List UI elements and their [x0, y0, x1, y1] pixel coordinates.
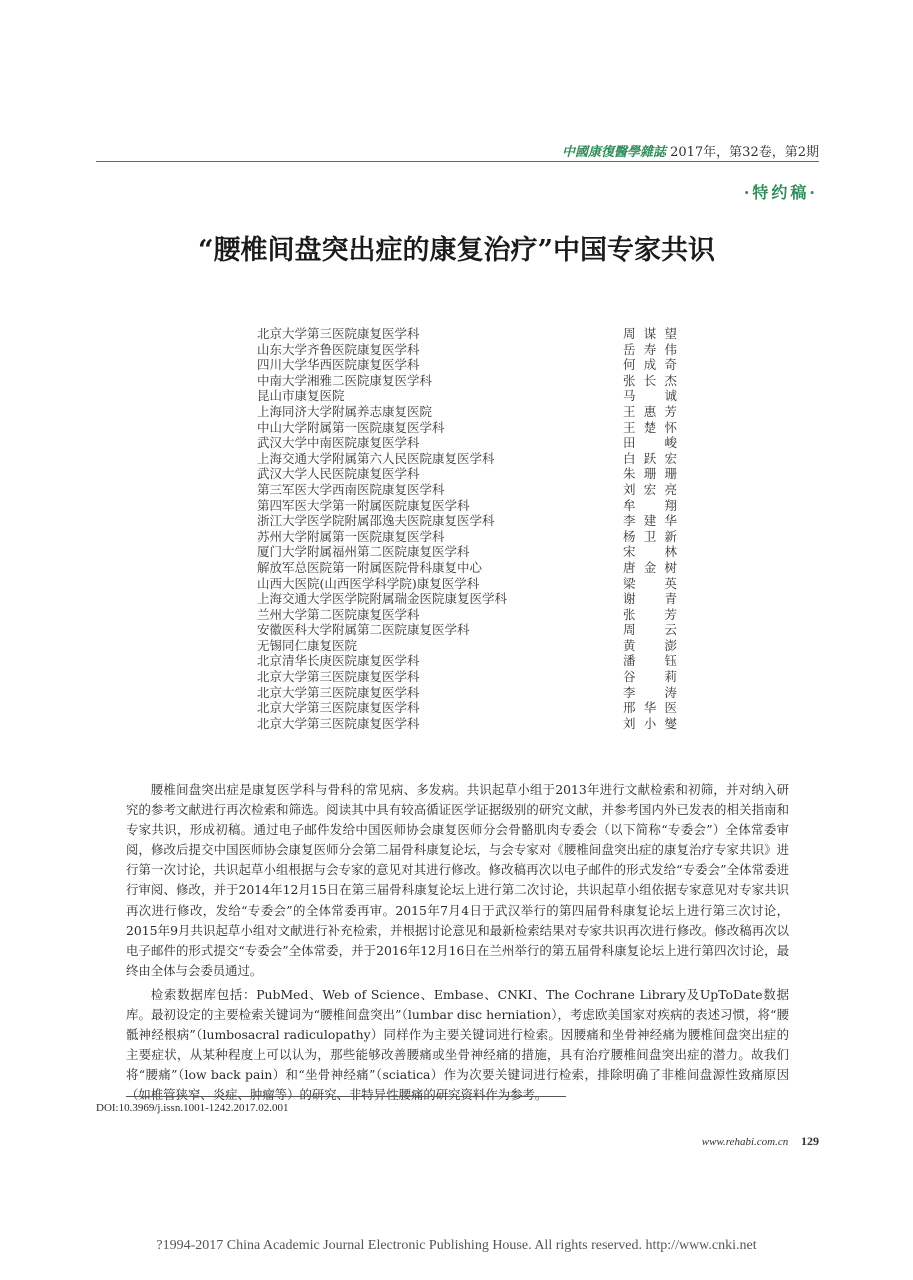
- issue-info: 2017年，第32卷，第2期: [670, 145, 819, 160]
- author-name: 周谋望: [623, 326, 677, 341]
- author-affiliation: 四川大学华西医院康复医学科: [257, 357, 420, 373]
- author-row: [257, 560, 677, 576]
- copyright-notice: ?1994-2017 China Academic Journal Electronic Publishing House. All rights reserved. http://www.cnki.net: [156, 1238, 757, 1253]
- author-affiliation: 北京大学第三医院康复医学科: [257, 715, 420, 731]
- running-header: [562, 141, 819, 160]
- author-row: [257, 529, 677, 545]
- author-affiliation: 上海交通大学附属第六人民医院康复医学科: [257, 450, 495, 466]
- author-affiliation: 安徽医科大学附属第二医院康复医学科: [257, 622, 470, 638]
- author-affiliation: 浙江大学医学院附属邵逸夫医院康复医学科: [257, 513, 495, 529]
- doi: DOI:10.3969/j.issn.1001-1242.2017.02.001: [96, 1102, 289, 1114]
- author-name: 潘钰: [623, 653, 677, 669]
- author-affiliation: 第三军医大学西南医院康复医学科: [257, 481, 445, 497]
- author-affiliation: 上海同济大学附属养志康复医院: [257, 403, 433, 419]
- author-name: 梁英: [623, 575, 677, 591]
- author-name: 谷莉: [623, 669, 677, 685]
- author-row: [257, 388, 677, 404]
- author-row: [257, 373, 677, 389]
- author-affiliation: 北京大学第三医院康复医学科: [257, 700, 420, 716]
- author-row: [257, 420, 677, 436]
- author-affiliation: 北京大学第三医院康复医学科: [257, 684, 420, 700]
- author-row: [257, 435, 677, 451]
- author-name: 牟翔: [623, 497, 677, 513]
- author-affiliation: 武汉大学人民医院康复医学科: [257, 466, 420, 482]
- author-name: 李建华: [623, 513, 677, 529]
- author-row: [257, 544, 677, 560]
- author-affiliation: 昆山市康复医院: [257, 388, 345, 404]
- author-row: [257, 404, 677, 420]
- author-row: [257, 498, 677, 514]
- author-name: 邢华医: [623, 700, 677, 716]
- author-affiliation: 上海交通大学医学院附属瑞金医院康复医学科: [257, 591, 508, 607]
- author-row: [257, 700, 677, 716]
- author-row: [257, 451, 677, 467]
- author-row: [257, 357, 677, 373]
- author-name: 黄澎: [623, 637, 677, 653]
- author-name: 朱珊珊: [623, 466, 677, 482]
- footnote-divider: [126, 1096, 566, 1097]
- author-name: 杨卫新: [623, 528, 677, 544]
- author-row: [257, 466, 677, 482]
- author-name: 谢青: [623, 591, 677, 607]
- author-name: 张长杰: [623, 372, 677, 388]
- author-name: 刘宏亮: [623, 481, 677, 497]
- author-row: [257, 607, 677, 623]
- author-row: [257, 638, 677, 654]
- author-affiliation: 第四军医大学第一附属医院康复医学科: [257, 497, 470, 513]
- body-paragraph: 检索数据库包括：PubMed、Web of Science、Embase、CNKI、The Cochrane Library及UpToDate数据库。最初设定的主要检索关键词为“腰椎间盘突出”（lumbar disc herniation），考虑欧美国家对疾病的表述习惯，将“腰骶神经根病”（lumbosacral radiculopathy）同样作为主要关键词进行检索。因腰痛和坐骨神经痛为腰椎间盘突出症的主要症状，从某种程度上可以认为，那些能够改善腰痛或坐骨神经痛的措施，具有治疗腰椎间盘突出症的潜力。故我们将“腰痛”（low back pain）和“坐骨神经痛”（sciatica）作为次要关键词进行检索，排除明确了非椎间盘源性致痛原因（如椎管狭窄、炎症、肿瘤等）的研究、非特异性腰痛的研究资料作为参考。: [126, 986, 789, 1103]
- author-row: [257, 622, 677, 638]
- author-row: [257, 576, 677, 592]
- author-affiliation: 北京清华长庚医院康复医学科: [257, 653, 420, 669]
- author-affiliation: 无锡同仁康复医院: [257, 637, 358, 653]
- author-name: 白跃宏: [623, 450, 677, 466]
- author-name: 刘小燮: [623, 715, 677, 731]
- author-row: [257, 482, 677, 498]
- article-title: “腰椎间盘突出症的康复治疗”中国专家共识: [197, 235, 716, 266]
- header-divider: [96, 161, 819, 162]
- footer-url: www.rehabi.com.cn: [701, 1136, 789, 1148]
- author-name: 张芳: [623, 606, 677, 622]
- author-row: [257, 653, 677, 669]
- author-name: 宋林: [623, 544, 677, 560]
- page-footer: [702, 1134, 819, 1149]
- author-name: 马诚: [623, 388, 677, 404]
- author-affiliation: 中南大学湘雅二医院康复医学科: [257, 372, 433, 388]
- author-affiliation: 山东大学齐鲁医院康复医学科: [257, 341, 420, 357]
- author-row: [257, 591, 677, 607]
- author-affiliation: 苏州大学附属第一医院康复医学科: [257, 528, 445, 544]
- author-affiliation: 北京大学第三医院康复医学科: [257, 326, 420, 341]
- author-affiliation: 厦门大学附属福州第二医院康复医学科: [257, 544, 470, 560]
- author-name: 唐金树: [623, 559, 677, 575]
- journal-name: 中國康復醫學雜誌: [561, 145, 666, 160]
- author-affiliation: 武汉大学中南医院康复医学科: [257, 435, 420, 451]
- author-name: 李涛: [623, 684, 677, 700]
- author-affiliation: 山西大医院(山西医学科学院)康复医学科: [257, 575, 480, 591]
- article-body: [126, 780, 789, 1106]
- author-name: 周云: [623, 622, 677, 638]
- author-name: 王楚怀: [623, 419, 677, 435]
- author-name: 田峻: [623, 435, 677, 451]
- page-number: 129: [801, 1134, 819, 1148]
- author-list: [257, 326, 677, 731]
- author-affiliation: 兰州大学第二医院康复医学科: [257, 606, 420, 622]
- author-row: [257, 716, 677, 732]
- author-row: [257, 685, 677, 701]
- author-name: 岳寿伟: [623, 341, 677, 357]
- author-row: [257, 342, 677, 358]
- body-paragraph: 腰椎间盘突出症是康复医学科与骨科的常见病、多发病。共识起草小组于2013年进行文献检索和初筛，并对纳入研究的参考文献进行再次检索和筛选。阅读其中具有较高循证医学证据级别的研究文献，并参考国内外已发表的相关指南和专家共识，形成初稿。通过电子邮件发给中国医师协会康复医师分会骨骼肌肉专委会（以下简称“专委会”）全体常委审阅，修改后提交中国医师协会康复医师分会第二届骨科康复论坛，与会专家对《腰椎间盘突出症的康复治疗专家共识》进行第一次讨论，共识起草小组根据与会专家的意见对其进行修改。修改稿再次以电子邮件的形式发给“专委会”全体常委进行审阅、修改，并于2014年12月15日在第三届骨科康复论坛上进行第二次讨论，共识起草小组依据专家意见对专家共识再次进行修改，发给“专委会”的全体常委再审。2015年7月4日于武汉举行的第四届骨科康复论坛上进行第三次讨论，2015年9月共识起草小组对文献进行补充检索，并根据讨论意见和最新检索结果对专家共识再次进行修改。修改稿再次以电子邮件的形式提交“专委会”全体常委，并于2016年12月16日在兰州举行的第五届骨科康复论坛上进行第四次讨论，最终由全体与会委员通过。: [126, 782, 789, 978]
- author-affiliation: 解放军总医院第一附属医院骨科康复中心: [257, 559, 483, 575]
- author-name: 王惠芳: [623, 403, 677, 419]
- section-tag: ·特约稿·: [743, 183, 818, 202]
- author-row: [257, 669, 677, 685]
- author-row: [257, 513, 677, 529]
- author-row: [257, 326, 677, 342]
- author-affiliation: 北京大学第三医院康复医学科: [257, 669, 420, 685]
- author-affiliation: 中山大学附属第一医院康复医学科: [257, 419, 445, 435]
- author-name: 何成奇: [623, 357, 677, 373]
